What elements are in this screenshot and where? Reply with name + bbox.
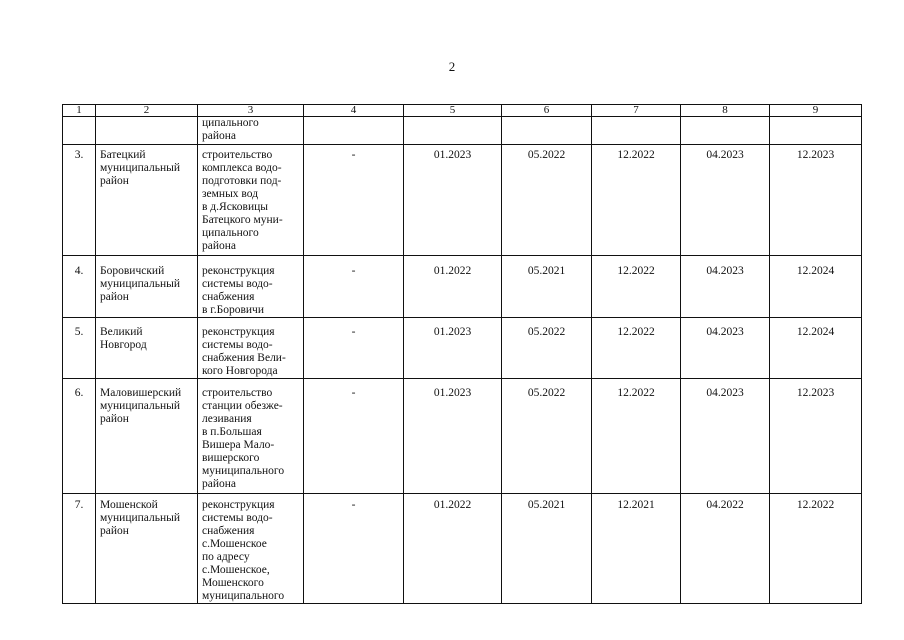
row-number-cell: 3. xyxy=(63,145,96,256)
table-row xyxy=(63,145,862,256)
dash-cell: - xyxy=(304,494,404,604)
dash-cell: - xyxy=(304,379,404,494)
district-cell: Великий Новгород xyxy=(96,318,198,379)
date-cell: 05.2022 xyxy=(502,318,592,379)
row-number-cell: 6. xyxy=(63,379,96,494)
date-cell: 04.2023 xyxy=(681,318,770,379)
object-cell: реконструкция системы водо- снабжения Вели- кого Новгорода xyxy=(198,318,304,379)
date-cell: 12.2024 xyxy=(770,256,862,318)
column-header: 8 xyxy=(681,105,770,117)
date-cell: 01.2023 xyxy=(404,318,502,379)
row-number-cell: 4. xyxy=(63,256,96,318)
column-header: 1 xyxy=(63,105,96,117)
table-cell xyxy=(96,117,198,145)
column-header: 3 xyxy=(198,105,304,117)
date-cell: 12.2023 xyxy=(770,379,862,494)
district-cell: Боровичский муниципальный район xyxy=(96,256,198,318)
date-cell: 05.2022 xyxy=(502,379,592,494)
table-cell xyxy=(770,117,862,145)
row-number-cell: 5. xyxy=(63,318,96,379)
column-header: 9 xyxy=(770,105,862,117)
object-cell: реконструкция системы водо- снабжения с.Мошенское по адресу с.Мошенское, Мошенского муниципального xyxy=(198,494,304,604)
date-cell: 12.2024 xyxy=(770,318,862,379)
dash-cell: - xyxy=(304,318,404,379)
district-cell: Маловишерский муниципальный район xyxy=(96,379,198,494)
table-cell xyxy=(63,117,96,145)
column-header: 6 xyxy=(502,105,592,117)
date-cell: 12.2022 xyxy=(592,379,681,494)
column-header: 2 xyxy=(96,105,198,117)
table-cell xyxy=(502,117,592,145)
table-cell xyxy=(404,117,502,145)
date-cell: 12.2022 xyxy=(770,494,862,604)
table-row xyxy=(63,256,862,318)
object-cell: реконструкция системы водо- снабжения в г.Боровичи xyxy=(198,256,304,318)
date-cell: 01.2022 xyxy=(404,256,502,318)
column-header: 5 xyxy=(404,105,502,117)
table-row xyxy=(63,379,862,494)
object-cell: строительство станции обезже- лезивания в п.Большая Вишера Мало- вишерского муниципального района xyxy=(198,379,304,494)
column-header: 4 xyxy=(304,105,404,117)
table-cell xyxy=(304,117,404,145)
district-cell: Батецкий муниципальный район xyxy=(96,145,198,256)
column-header: 7 xyxy=(592,105,681,117)
date-cell: 12.2022 xyxy=(592,256,681,318)
page-number: 2 xyxy=(448,59,456,74)
date-cell: 12.2022 xyxy=(592,318,681,379)
table-row xyxy=(63,494,862,604)
date-cell: 04.2023 xyxy=(681,256,770,318)
object-cell: ципального района xyxy=(198,117,304,145)
dash-cell: - xyxy=(304,145,404,256)
date-cell: 04.2023 xyxy=(681,379,770,494)
date-cell: 04.2022 xyxy=(681,494,770,604)
object-cell: строительство комплекса водо- подготовки под- земных вод в д.Ясковицы Батецкого муни- ципального района xyxy=(198,145,304,256)
column-number-header-row xyxy=(63,105,862,117)
district-cell: Мошенской муниципальный район xyxy=(96,494,198,604)
table-cell xyxy=(681,117,770,145)
table-row xyxy=(63,318,862,379)
schedule-table xyxy=(62,104,862,604)
date-cell: 01.2022 xyxy=(404,494,502,604)
table-cell xyxy=(592,117,681,145)
date-cell: 04.2023 xyxy=(681,145,770,256)
row-number-cell: 7. xyxy=(63,494,96,604)
continuation-row xyxy=(63,117,862,145)
dash-cell: - xyxy=(304,256,404,318)
date-cell: 01.2023 xyxy=(404,379,502,494)
date-cell: 12.2023 xyxy=(770,145,862,256)
date-cell: 05.2021 xyxy=(502,494,592,604)
date-cell: 05.2022 xyxy=(502,145,592,256)
date-cell: 01.2023 xyxy=(404,145,502,256)
date-cell: 12.2021 xyxy=(592,494,681,604)
date-cell: 12.2022 xyxy=(592,145,681,256)
date-cell: 05.2021 xyxy=(502,256,592,318)
